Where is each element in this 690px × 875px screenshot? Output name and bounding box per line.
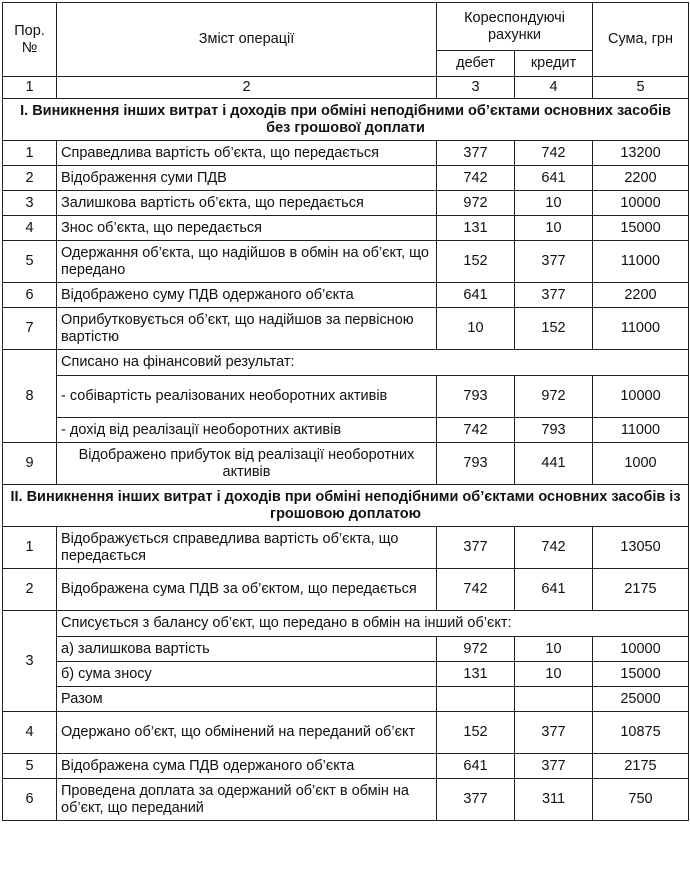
- accounting-table: [2, 2, 689, 821]
- row-credit: 441: [515, 443, 593, 485]
- row-text: - дохід від реалізації необоротних активів: [57, 418, 437, 443]
- table-row: [3, 141, 689, 166]
- row-sum: 2175: [593, 754, 689, 779]
- table-row: [3, 418, 689, 443]
- table-row: [3, 611, 689, 637]
- row-debit: [437, 687, 515, 712]
- row-sum: 10875: [593, 712, 689, 754]
- row-text: Відображується справедлива вартість об’єкта, що передається: [57, 527, 437, 569]
- table-row: [3, 637, 689, 662]
- section-title: II. Виникнення інших витрат і доходів при обміні неподібними об’єктами основних засобів із грошовою доплатою: [3, 485, 689, 527]
- row-debit: 377: [437, 141, 515, 166]
- row-credit: [515, 687, 593, 712]
- row-sum: 25000: [593, 687, 689, 712]
- header-accounts: Кореспондуючі рахунки: [437, 3, 593, 51]
- header-debit: дебет: [437, 51, 515, 77]
- row-debit: 377: [437, 779, 515, 821]
- row-text: Проведена доплата за одержаний об’єкт в обмін на об’єкт, що переданий: [57, 779, 437, 821]
- row-debit: 10: [437, 308, 515, 350]
- table-row: [3, 485, 689, 527]
- row-debit: 793: [437, 443, 515, 485]
- row-debit: 972: [437, 637, 515, 662]
- row-num: 4: [3, 216, 57, 241]
- row-num: 9: [3, 443, 57, 485]
- row-text: - собівартість реалізованих необоротних активів: [57, 376, 437, 418]
- table-row: [3, 241, 689, 283]
- colnum-5: 5: [593, 77, 689, 99]
- row-num: 8: [3, 350, 57, 443]
- row-num: 3: [3, 611, 57, 712]
- row-credit: 10: [515, 662, 593, 687]
- row-debit: 377: [437, 527, 515, 569]
- row-debit: 152: [437, 712, 515, 754]
- row-credit: 377: [515, 241, 593, 283]
- row-debit: 641: [437, 283, 515, 308]
- row-sum: 10000: [593, 637, 689, 662]
- row-num: 2: [3, 166, 57, 191]
- row-text: Відображено прибуток від реалізації необоротних активів: [57, 443, 437, 485]
- row-num: 5: [3, 754, 57, 779]
- row-credit: 377: [515, 754, 593, 779]
- row-credit: 742: [515, 527, 593, 569]
- row-num: 3: [3, 191, 57, 216]
- table-row: [3, 712, 689, 754]
- table-row: [3, 779, 689, 821]
- table-row: [3, 99, 689, 141]
- row-text: Справедлива вартість об’єкта, що передається: [57, 141, 437, 166]
- row-num: 5: [3, 241, 57, 283]
- row-num: 1: [3, 527, 57, 569]
- row-debit: 641: [437, 754, 515, 779]
- colnum-2: 2: [57, 77, 437, 99]
- table-row: [3, 569, 689, 611]
- row-sum: 1000: [593, 443, 689, 485]
- row-sum: 2200: [593, 166, 689, 191]
- accounting-table-body: [3, 3, 689, 821]
- row-text: б) сума зносу: [57, 662, 437, 687]
- row-text: а) залишкова вартість: [57, 637, 437, 662]
- row-credit: 311: [515, 779, 593, 821]
- row-debit: 793: [437, 376, 515, 418]
- row-sum: 11000: [593, 241, 689, 283]
- row-text: Залишкова вартість об’єкта, що передається: [57, 191, 437, 216]
- row-text: Відображена сума ПДВ одержаного об’єкта: [57, 754, 437, 779]
- colnum-3: 3: [437, 77, 515, 99]
- row-sum: 11000: [593, 308, 689, 350]
- row-debit: 972: [437, 191, 515, 216]
- colnum-4: 4: [515, 77, 593, 99]
- row-credit: 10: [515, 216, 593, 241]
- row-sum: 13050: [593, 527, 689, 569]
- row-num: 1: [3, 141, 57, 166]
- row-text: Одержано об’єкт, що обмінений на переданий об’єкт: [57, 712, 437, 754]
- row-debit: 131: [437, 662, 515, 687]
- table-row: [3, 527, 689, 569]
- row-text: Оприбутковується об’єкт, що надійшов за первісною вартістю: [57, 308, 437, 350]
- row-credit: 793: [515, 418, 593, 443]
- row-sum: 750: [593, 779, 689, 821]
- row-text: Відображена сума ПДВ за об’єктом, що передається: [57, 569, 437, 611]
- table-row: [3, 308, 689, 350]
- row-group-head: Списується з балансу об’єкт, що передано в обмін на інший об’єкт:: [57, 611, 689, 637]
- table-row: [3, 283, 689, 308]
- header-content: Зміст операції: [57, 3, 437, 77]
- table-row: [3, 216, 689, 241]
- row-credit: 10: [515, 637, 593, 662]
- row-sum: 15000: [593, 662, 689, 687]
- row-credit: 377: [515, 283, 593, 308]
- row-credit: 152: [515, 308, 593, 350]
- section-title: I. Виникнення інших витрат і доходів при обміні неподібними об’єктами основних засобів без грошової доплати: [3, 99, 689, 141]
- table-row: [3, 443, 689, 485]
- row-sum: 2200: [593, 283, 689, 308]
- row-sum: 11000: [593, 418, 689, 443]
- row-credit: 641: [515, 166, 593, 191]
- header-credit: кредит: [515, 51, 593, 77]
- row-debit: 131: [437, 216, 515, 241]
- row-debit: 152: [437, 241, 515, 283]
- row-credit: 377: [515, 712, 593, 754]
- row-sum: 13200: [593, 141, 689, 166]
- row-credit: 641: [515, 569, 593, 611]
- table-row: [3, 166, 689, 191]
- table-row: [3, 662, 689, 687]
- row-sum: 10000: [593, 376, 689, 418]
- row-num: 4: [3, 712, 57, 754]
- header-sum: Сума, грн: [593, 3, 689, 77]
- table-row: [3, 687, 689, 712]
- row-text: Разом: [57, 687, 437, 712]
- row-debit: 742: [437, 166, 515, 191]
- table-row: [3, 754, 689, 779]
- row-num: 6: [3, 779, 57, 821]
- row-text: Одержання об’єкта, що надійшов в обмін на об’єкт, що передано: [57, 241, 437, 283]
- row-credit: 10: [515, 191, 593, 216]
- row-num: 2: [3, 569, 57, 611]
- row-num: 6: [3, 283, 57, 308]
- row-debit: 742: [437, 418, 515, 443]
- row-text: Відображено суму ПДВ одержаного об’єкта: [57, 283, 437, 308]
- table-row: [3, 350, 689, 376]
- row-debit: 742: [437, 569, 515, 611]
- row-credit: 742: [515, 141, 593, 166]
- row-credit: 972: [515, 376, 593, 418]
- table-row: [3, 191, 689, 216]
- row-sum: 15000: [593, 216, 689, 241]
- row-sum: 10000: [593, 191, 689, 216]
- row-text: Відображення суми ПДВ: [57, 166, 437, 191]
- row-num: 7: [3, 308, 57, 350]
- header-num: Пор. №: [3, 3, 57, 77]
- row-group-head: Списано на фінансовий результат:: [57, 350, 689, 376]
- colnum-1: 1: [3, 77, 57, 99]
- table-row: [3, 376, 689, 418]
- row-sum: 2175: [593, 569, 689, 611]
- row-text: Знос об’єкта, що передається: [57, 216, 437, 241]
